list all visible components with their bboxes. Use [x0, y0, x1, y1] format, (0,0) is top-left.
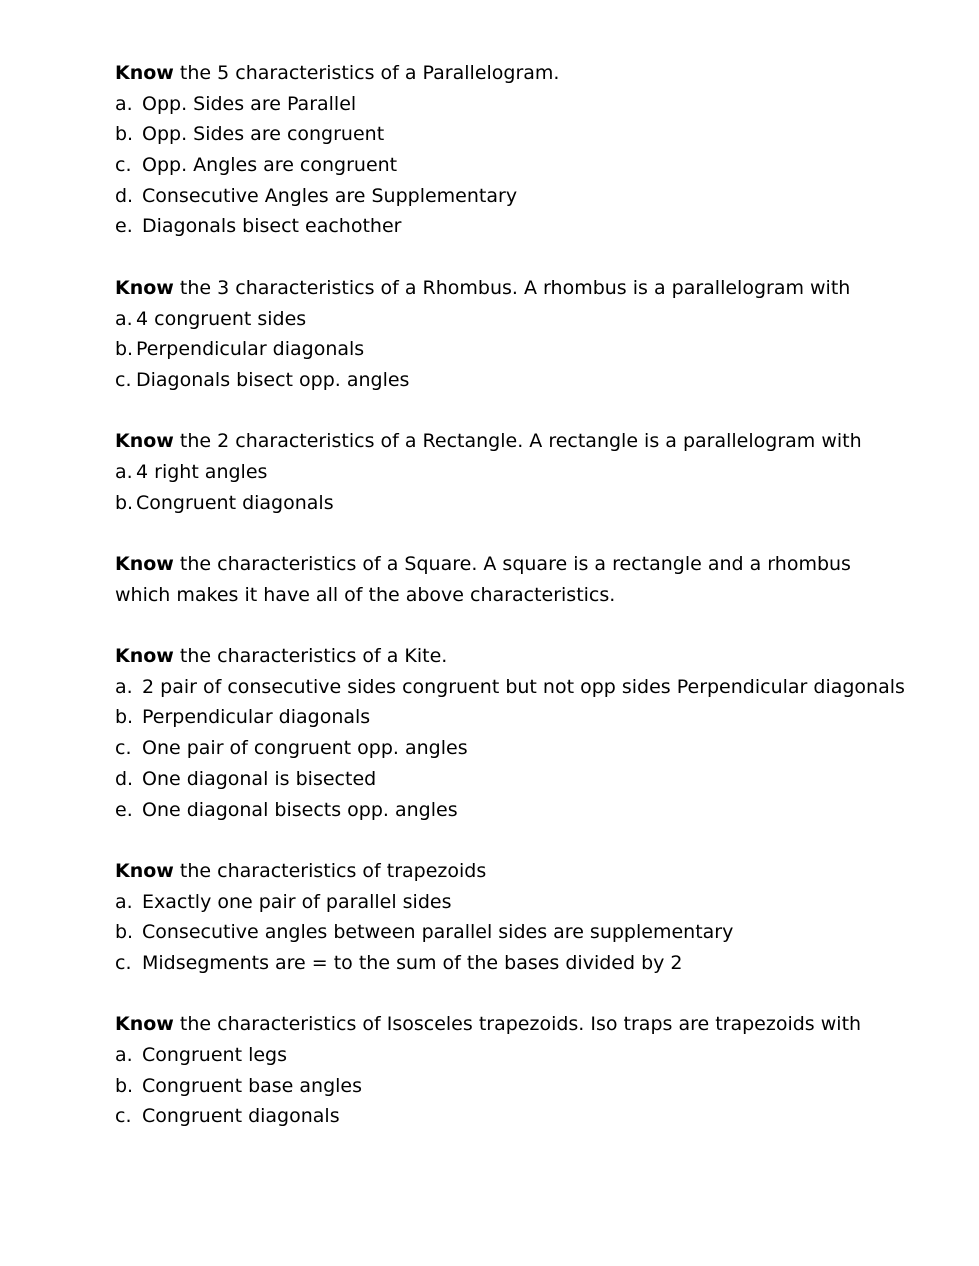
list-item [115, 887, 875, 918]
item-letter: c. [115, 1105, 132, 1128]
item-text: Congruent legs [142, 1044, 287, 1067]
know-label: Know [115, 859, 174, 882]
item-letter: a. [115, 1044, 133, 1067]
item-text: 4 congruent sides [136, 307, 307, 330]
list-item [115, 211, 875, 242]
list-item [115, 457, 875, 488]
item-letter: a. [115, 890, 133, 913]
item-text: 2 pair of consecutive sides congruent but not opp sides Perpendicular diagonals [142, 675, 905, 698]
heading-text: the 5 characteristics of a Parallelogram. [173, 62, 560, 84]
list-item [115, 1071, 875, 1102]
heading-text: the characteristics of a Kite. [173, 645, 448, 668]
item-letter: a. [115, 92, 133, 115]
item-text: Congruent diagonals [136, 491, 334, 514]
heading-text: the characteristics of a Square. A square is a rectangle and a rhombus which makes it have all of the above characteristics. [115, 553, 851, 606]
item-letter: c. [115, 154, 132, 177]
section-heading [115, 549, 875, 610]
heading-text: the 3 characteristics of a Rhombus. A rhombus is a parallelogram with [173, 276, 851, 299]
know-label: Know [115, 1013, 174, 1036]
list-item [115, 89, 875, 120]
know-label: Know [115, 276, 174, 299]
list-item [115, 181, 875, 212]
item-letter: d. [115, 184, 134, 207]
list-item [115, 917, 875, 948]
item-text: One pair of congruent opp. angles [142, 737, 468, 760]
know-label: Know [115, 645, 174, 668]
item-letter: b. [115, 123, 134, 146]
section-heading [115, 58, 875, 89]
list-item [115, 304, 875, 335]
item-text: Exactly one pair of parallel sides [142, 890, 452, 913]
item-text: Perpendicular diagonals [142, 706, 371, 729]
list-item [115, 150, 875, 181]
section-heading [115, 426, 875, 457]
document-page [115, 58, 905, 1163]
section-square [115, 549, 875, 610]
section-parallelogram [115, 58, 875, 242]
item-letter: b. [115, 491, 134, 514]
section-rectangle [115, 426, 875, 518]
list-item [115, 1101, 875, 1132]
item-letter: c. [115, 737, 132, 760]
list-item [115, 795, 875, 826]
item-text: One diagonal bisects opp. angles [142, 798, 458, 821]
item-letter: e. [115, 215, 133, 238]
heading-text: the characteristics of trapezoids [173, 859, 487, 882]
know-label: Know [115, 430, 174, 453]
item-text: Consecutive angles between parallel sides are supplementary [142, 921, 734, 944]
list-item [115, 119, 875, 150]
list-item [115, 1040, 875, 1071]
item-text: Midsegments are = to the sum of the bases divided by 2 [142, 951, 683, 974]
list-item [115, 334, 875, 365]
item-text: Diagonals bisect eachother [142, 215, 402, 238]
item-letter: c. [115, 951, 132, 974]
item-letter: a. [115, 460, 133, 483]
item-text: Congruent base angles [142, 1074, 363, 1097]
item-text: Congruent diagonals [142, 1105, 340, 1128]
item-letter: d. [115, 767, 134, 790]
item-text: Opp. Sides are Parallel [142, 92, 357, 115]
item-letter: e. [115, 798, 133, 821]
list-item [115, 733, 875, 764]
section-kite [115, 641, 905, 825]
section-heading [115, 856, 875, 887]
section-heading [115, 641, 875, 672]
item-letter: b. [115, 921, 134, 944]
list-item [115, 365, 875, 396]
list-item [115, 948, 875, 979]
heading-text: the 2 characteristics of a Rectangle. A rectangle is a parallelogram with [173, 430, 862, 453]
list-item [115, 764, 875, 795]
item-letter: b. [115, 706, 134, 729]
item-text: Diagonals bisect opp. angles [136, 368, 410, 391]
item-letter: b. [115, 338, 134, 361]
section-isosceles-trapezoids [115, 1009, 875, 1132]
item-text: Perpendicular diagonals [136, 338, 365, 361]
item-text: 4 right angles [136, 460, 268, 483]
item-text: One diagonal is bisected [142, 767, 377, 790]
item-letter: b. [115, 1074, 134, 1097]
item-letter: a. [115, 307, 133, 330]
section-heading [115, 273, 875, 304]
item-letter: a. [115, 675, 133, 698]
section-trapezoids [115, 856, 875, 979]
list-item [115, 702, 875, 733]
item-text: Consecutive Angles are Supplementary [142, 184, 518, 207]
section-heading [115, 1009, 875, 1040]
item-letter: c. [115, 368, 132, 391]
item-text: Opp. Angles are congruent [142, 154, 398, 177]
section-rhombus [115, 273, 875, 396]
know-label: Know [115, 553, 174, 575]
item-text: Opp. Sides are congruent [142, 123, 385, 146]
list-item [115, 672, 905, 703]
know-label: Know [115, 62, 174, 84]
heading-text: the characteristics of Isosceles trapezoids. Iso traps are trapezoids with [173, 1013, 862, 1036]
list-item [115, 488, 875, 519]
